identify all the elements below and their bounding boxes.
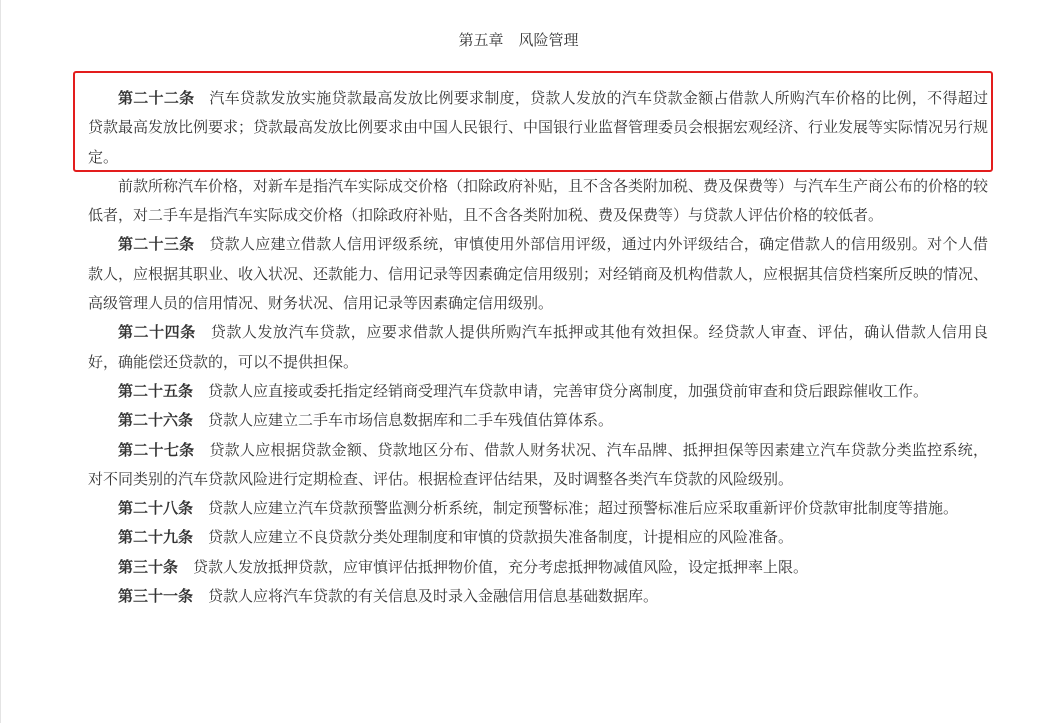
- article-number: 第三十一条: [118, 587, 194, 606]
- article-number: 第二十五条: [118, 381, 194, 400]
- article-31: [88, 582, 988, 611]
- article-25: [88, 377, 988, 406]
- article-22-paragraph-2: [88, 172, 988, 231]
- article-28: [88, 494, 988, 523]
- article-text: 贷款人应建立借款人信用评级系统，审慎使用外部信用评级，通过内外评级结合，确定借款人的信用级别。对个人借款人，应根据其职业、收入状况、还款能力、信用记录等因素确定信用级别；对经销商及机构借款人，应根据其信贷档案所反映的情况、高级管理人员的信用情况、财务状况、信用记录等因素确定信用级别。: [88, 235, 989, 313]
- article-text: 贷款人应建立不良贷款分类处理制度和审慎的贷款损失准备制度，计提相应的风险准备。: [208, 528, 794, 547]
- article-number: 第二十七条: [118, 440, 195, 459]
- article-number: 第二十三条: [118, 235, 195, 254]
- article-text: 贷款人发放汽车贷款，应要求借款人提供所购汽车抵押或其他有效担保。经贷款人审查、评估，确认借款人信用良好，确能偿还贷款的，可以不提供担保。: [88, 323, 988, 371]
- article-26: [88, 406, 988, 435]
- article-30: [88, 553, 988, 582]
- article-text: 贷款人发放抵押贷款，应审慎评估抵押物价值，充分考虑抵押物减值风险，设定抵押率上限。: [193, 557, 809, 576]
- article-text: 贷款人应根据贷款金额、贷款地区分布、借款人财务状况、汽车品牌、抵押担保等因素建立汽车贷款分类监控系统，对不同类别的汽车贷款风险进行定期检查、评估。根据检查评估结果，及时调整各类汽车贷款的风险级别。: [88, 440, 988, 488]
- article-number: 第二十二条: [118, 89, 195, 107]
- article-22: [88, 84, 988, 172]
- article-29: [88, 523, 988, 552]
- page-left-border: [0, 0, 1, 723]
- article-text: 贷款人应建立二手车市场信息数据库和二手车残值估算体系。: [208, 411, 614, 430]
- article-24: [88, 318, 988, 377]
- chapter-title: 第五章 风险管理: [458, 31, 579, 49]
- article-text: 汽车贷款发放实施贷款最高发放比例要求制度，贷款人发放的汽车贷款金额占借款人所购汽车价格的比例，不得超过贷款最高发放比例要求；贷款最高发放比例要求由中国人民银行、中国银行业监督管理委员会根据宏观经济、行业发展等实际情况另行规定。: [88, 89, 989, 166]
- article-number: 第三十条: [118, 557, 179, 576]
- article-number: 第二十九条: [118, 528, 194, 547]
- article-27: [88, 436, 988, 495]
- article-text: 贷款人应直接或委托指定经销商受理汽车贷款申请，完善审贷分离制度，加强贷前审查和贷后跟踪催收工作。: [208, 381, 929, 400]
- article-text: 前款所称汽车价格，对新车是指汽车实际成交价格（扣除政府补贴，且不含各类附加税、费及保费等）与汽车生产商公布的价格的较低者，对二手车是指汽车实际成交价格（扣除政府补贴，且不含各类附加税、费及保费等）与贷款人评估价格的较低者。: [88, 176, 989, 225]
- article-number: 第二十八条: [118, 499, 194, 518]
- article-number: 第二十六条: [118, 411, 194, 430]
- article-text: 贷款人应建立汽车贷款预警监测分析系统，制定预警标准；超过预警标准后应采取重新评价贷款审批制度等措施。: [208, 499, 959, 518]
- article-text: 贷款人应将汽车贷款的有关信息及时录入金融信用信息基础数据库。: [208, 587, 659, 606]
- article-content: [88, 84, 988, 611]
- article-number: 第二十四条: [118, 323, 196, 342]
- article-23: [88, 230, 988, 318]
